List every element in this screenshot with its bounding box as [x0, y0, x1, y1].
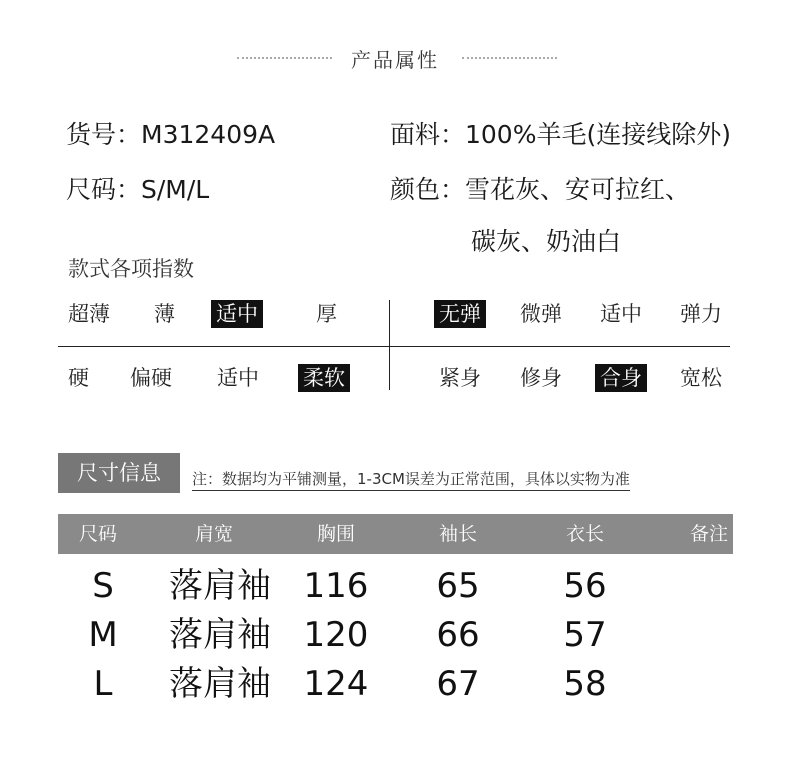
cell-chest: 124 [303, 664, 369, 704]
thickness-option-medium-selected: 适中 [211, 300, 263, 328]
thickness-option-thick: 厚 [316, 302, 337, 326]
fit-option-regular-selected: 合身 [595, 364, 647, 392]
cell-length: 56 [563, 566, 607, 606]
fabric: 面料：100%羊毛(连接线除外) [390, 120, 731, 149]
softness-option-hard: 硬 [68, 366, 89, 390]
cell-shoulder: 落肩袖 [169, 566, 271, 606]
column-header-chest: 胸围 [316, 523, 356, 545]
softness-option-medium: 适中 [217, 366, 259, 390]
cell-sleeve: 67 [436, 664, 480, 704]
fit-option-loose: 宽松 [680, 366, 722, 390]
measurement-note: 注：数据均为平铺测量，1-3CM误差为正常范围，具体以实物为准 [192, 468, 630, 491]
sizes: 尺码：S/M/L [66, 175, 210, 204]
column-header-sleeve: 袖长 [438, 523, 478, 545]
softness-option-soft-selected: 柔软 [298, 364, 350, 392]
elasticity-option-medium: 适中 [600, 302, 642, 326]
item-number: 货号：M312409A [66, 120, 276, 149]
column-header-size: 尺码 [78, 523, 118, 545]
cell-shoulder: 落肩袖 [169, 615, 271, 655]
cell-size: L [93, 664, 113, 704]
section-title: 产品属性 [351, 48, 439, 72]
style-index-heading: 款式各项指数 [68, 257, 194, 281]
softness-option-slightly-hard: 偏硬 [130, 366, 172, 390]
colors-line-1: 颜色：雪花灰、安可拉红、 [390, 175, 691, 204]
thickness-option-ultra-thin: 超薄 [68, 302, 110, 326]
column-header-remarks: 备注 [689, 523, 729, 545]
elasticity-option-none-selected: 无弹 [434, 300, 486, 328]
cell-size: S [92, 566, 114, 606]
index-horizontal-divider [58, 346, 730, 347]
cell-length: 58 [563, 664, 607, 704]
cell-sleeve: 66 [436, 615, 480, 655]
cell-shoulder: 落肩袖 [169, 664, 271, 704]
title-divider-right [462, 57, 557, 59]
colors-line-2: 碳灰、奶油白 [471, 227, 622, 256]
cell-size: M [88, 615, 118, 655]
fit-option-tight: 紧身 [439, 366, 481, 390]
cell-chest: 120 [303, 615, 369, 655]
column-header-shoulder: 肩宽 [194, 523, 234, 545]
size-table-header [58, 514, 733, 554]
thickness-option-thin: 薄 [154, 302, 175, 326]
size-info-tag: 尺寸信息 [58, 453, 180, 493]
index-vertical-divider [389, 300, 390, 390]
cell-chest: 116 [303, 566, 369, 606]
elasticity-option-slight: 微弹 [520, 302, 562, 326]
elasticity-option-stretch: 弹力 [680, 302, 722, 326]
fit-option-slim: 修身 [520, 366, 562, 390]
cell-sleeve: 65 [436, 566, 480, 606]
column-header-length: 衣长 [565, 523, 605, 545]
cell-length: 57 [563, 615, 607, 655]
